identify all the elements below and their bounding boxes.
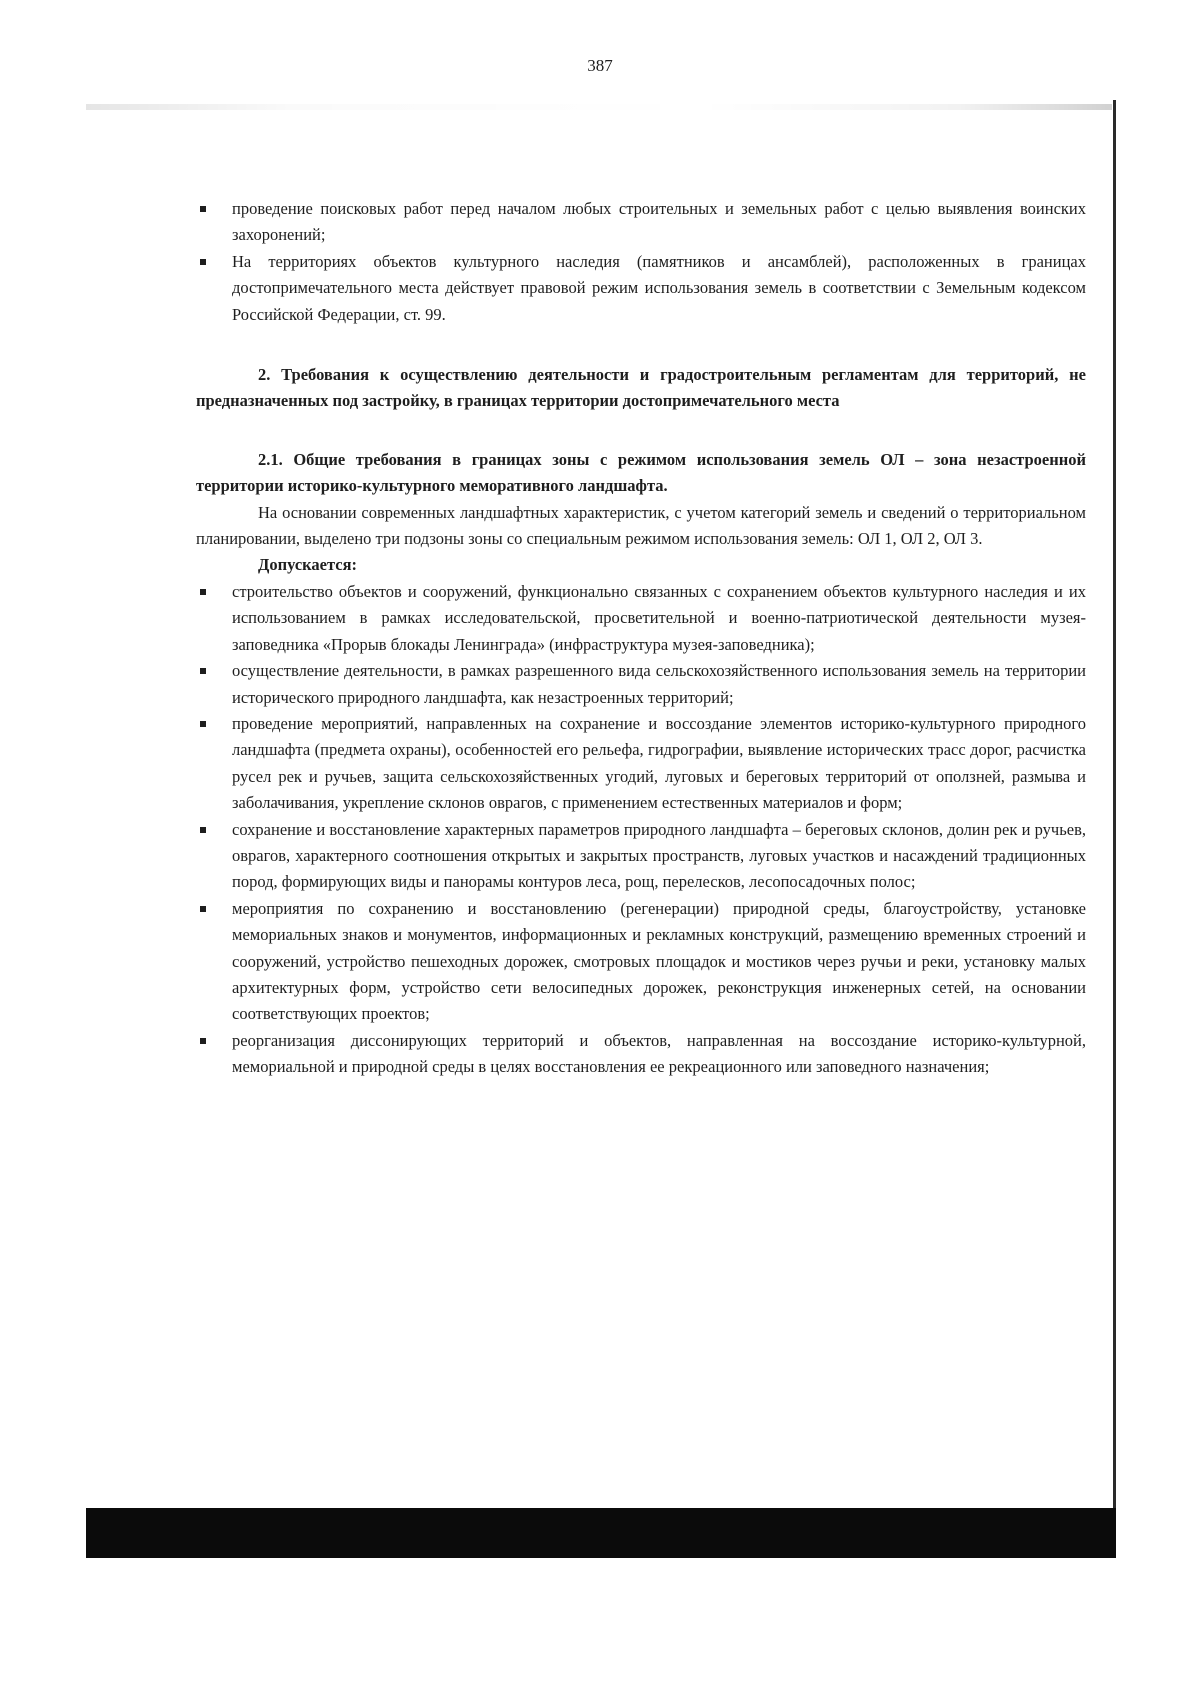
page-number: 387 [587, 56, 613, 75]
list-item: мероприятия по сохранению и восстановлению (регенерации) природной среды, благоустройству, установке мемориальных знаков и монументов, информационных и рекламных конструкций, размещению временных строений и сооружений, устройство пешеходных дорожек, смотровых площадок и мостиков через ручьи и реки, установку малых архитектурных форм, устройство сети велосипедных дорожек, реконструкция инженерных сетей, на основании соответствующих проектов; [196, 896, 1086, 1028]
top-bullet-list [196, 196, 1086, 328]
list-item: проведение мероприятий, направленных на сохранение и воссоздание элементов историко-культурного природного ландшафта (предмета охраны), особенностей его рельефа, гидрографии, выявление исторических трасс дорог, расчистка русел рек и ручьев, защита сельскохозяйственных угодий, луговых и береговых территорий от оползней, размыва и заболачивания, укрепление склонов оврагов, с применением естественных материалов и форм; [196, 711, 1086, 817]
document-body [196, 196, 1086, 1081]
section-2-1-heading: 2.1. Общие требования в границах зоны с режимом использования земель ОЛ – зона незастроенной территории историко-культурного меморативного ландшафта. [196, 449, 1086, 496]
list-item: проведение поисковых работ перед началом любых строительных и земельных работ с целью выявления воинских захоронений; [196, 196, 1086, 249]
allowed-bullet-list [196, 579, 1086, 1081]
list-item: реорганизация диссонирующих территорий и объектов, направленная на воссоздание историко-культурной, мемориальной и природной среды в целях восстановления ее рекреационного или заповедного назначения; [196, 1028, 1086, 1081]
section-2-heading: 2. Требования к осуществлению деятельности и градостроительным регламентам для территорий, не предназначенных под застройку, в границах территории достопримечательного места [196, 365, 1086, 411]
section-2-1-paragraph: На основании современных ландшафтных характеристик, с учетом категорий земель и сведений о территориальном планировании, выделено три подзоны зоны со специальным режимом использования земель: ОЛ 1, ОЛ 2, ОЛ 3. [196, 502, 1086, 549]
scan-shadow-top [86, 104, 1112, 110]
scan-bar-bottom [86, 1508, 1116, 1558]
list-item: сохранение и восстановление характерных параметров природного ландшафта – береговых склонов, долин рек и ручьев, оврагов, характерного соотношения открытых и закрытых пространств, луговых участков и насаждений традиционных пород, формирующих виды и панорамы контуров леса, рощ, перелесков, лесопосадочных полос; [196, 817, 1086, 896]
list-item: осуществление деятельности, в рамках разрешенного вида сельскохозяйственного использования земель на территории исторического природного ландшафта, как незастроенных территорий; [196, 658, 1086, 711]
allowed-label: Допускается: [258, 555, 358, 575]
scan-edge-right [1113, 100, 1116, 1554]
list-item: На территориях объектов культурного наследия (памятников и ансамблей), расположенных в границах достопримечательного места действует правовой режим использования земель в соответствии с Земельным кодексом Российской Федерации, ст. 99. [196, 249, 1086, 328]
list-item: строительство объектов и сооружений, функционально связанных с сохранением объектов культурного наследия и их использованием в рамках исследовательской, просветительной и военно-патриотической деятельности музея-заповедника «Прорыв блокады Ленинграда» (инфраструктура музея-заповедника); [196, 579, 1086, 658]
